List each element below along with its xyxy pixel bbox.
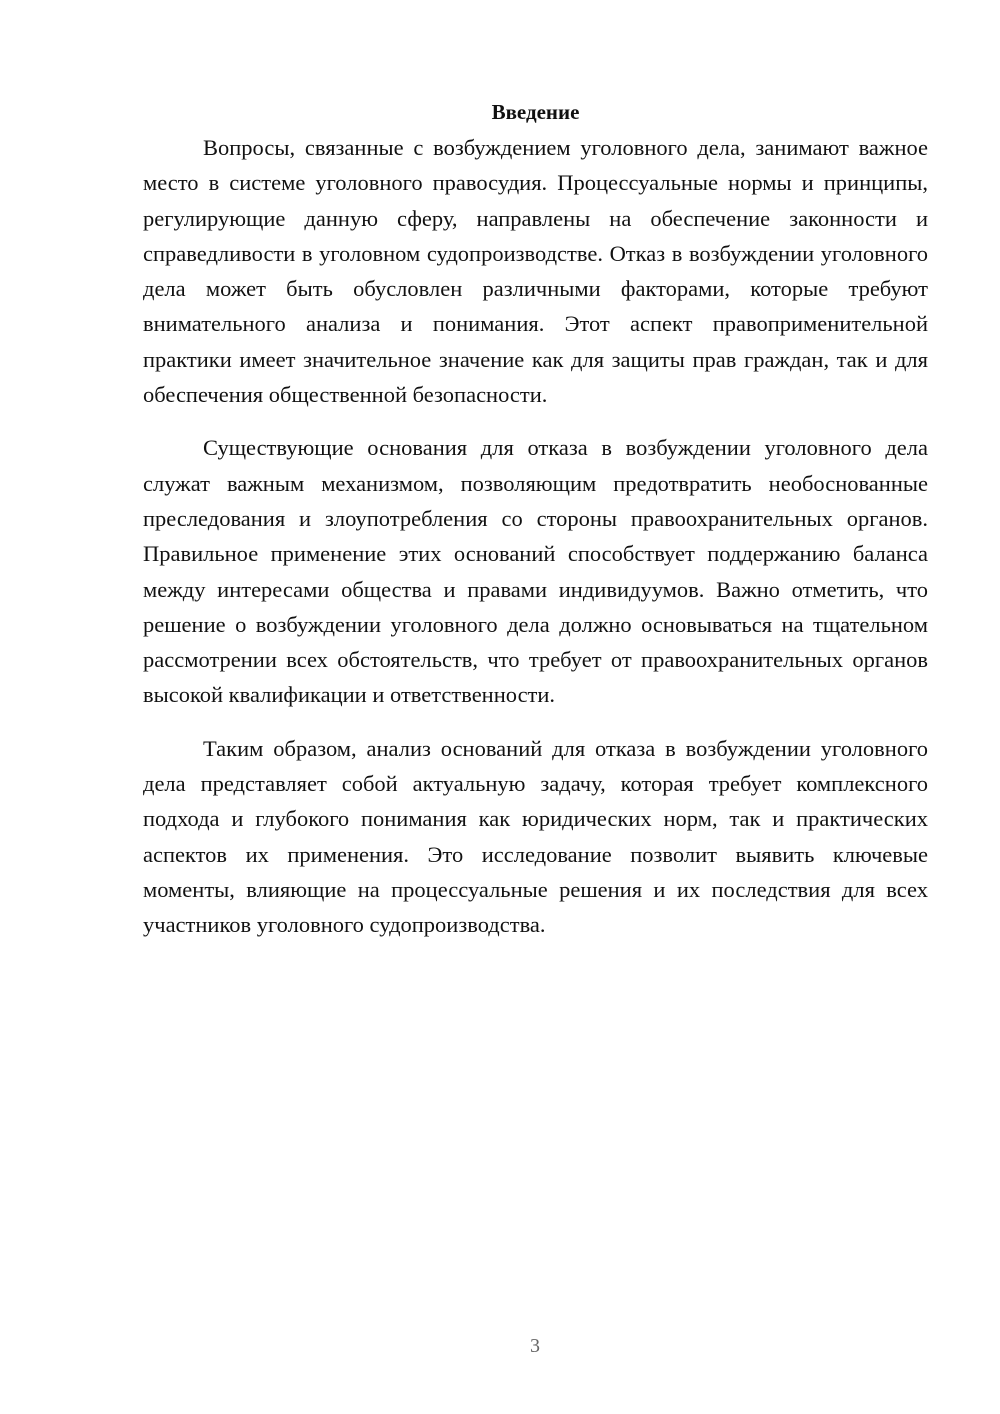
page-content	[143, 96, 928, 961]
paragraph-2: Существующие основания для отказа в возбуждении уголовного дела служат важным механизмом, позволяющим предотвратить необоснованные преследования и злоупотребления со стороны правоохранительных органов. Правильное применение этих оснований способствует поддержанию баланса между интересами общества и правами индивидуумов. Важно отметить, что решение о возбуждении уголовного дела должно основываться на тщательном рассмотрении всех обстоятельств, что требует от правоохранительных органов высокой квалификации и ответственности.	[143, 435, 928, 708]
paragraph-1: Вопросы, связанные с возбуждением уголовного дела, занимают важное место в системе уголовного правосудия. Процессуальные нормы и принципы, регулирующие данную сферу, направлены на обеспечение законности и справедливости в уголовном судопроизводстве. Отказ в возбуждении уголовного дела может быть обусловлен различными факторами, которые требуют внимательного анализа и понимания. Этот аспект правоприменительной практики имеет значительное значение как для защиты прав граждан, так и для обеспечения общественной безопасности.	[143, 135, 928, 408]
paragraph-3: Таким образом, анализ оснований для отказа в возбуждении уголовного дела представляет собой актуальную задачу, которая требует комплексного подхода и глубокого понимания как юридических норм, так и практических аспектов их применения. Это исследование позволит выявить ключевые моменты, влияющие на процессуальные решения и их последствия для всех участников уголовного судопроизводства.	[143, 735, 928, 938]
page-number: 3	[530, 1335, 540, 1357]
page-title: Введение	[491, 100, 580, 124]
